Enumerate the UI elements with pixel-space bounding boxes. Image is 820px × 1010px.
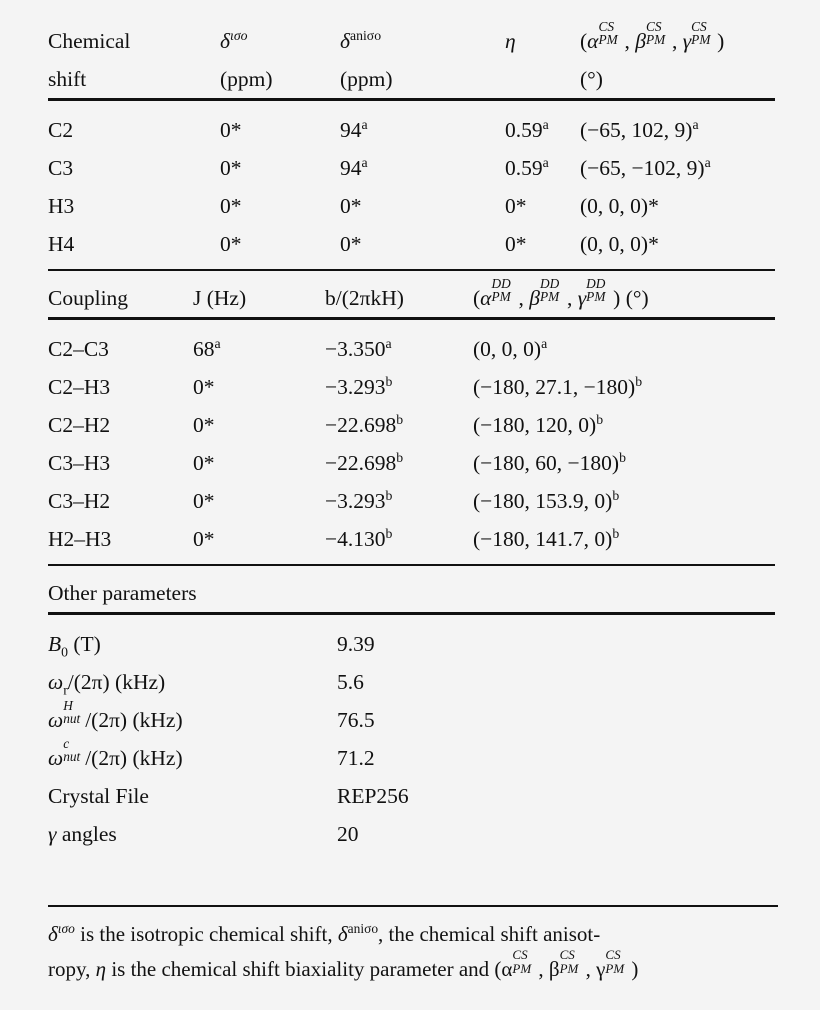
parameter-value-text: 9.39 xyxy=(337,632,375,656)
cell-eta-text: 0.59 xyxy=(505,118,543,142)
parameter-label xyxy=(48,777,337,815)
parameter-subscript: 0 xyxy=(61,644,69,660)
parameter-label-suffix: /(2π) (kHz) xyxy=(67,670,166,694)
cell-dipolar-b-marker: b xyxy=(385,373,393,389)
cell-euler-angles-text: (0, 0, 0)* xyxy=(580,194,659,218)
cell-iso-text: 0* xyxy=(220,118,242,142)
header-eta xyxy=(505,22,580,60)
cell-euler-angles-text: (0, 0, 0)* xyxy=(580,232,659,256)
footnote-delta-1: δ xyxy=(48,922,58,946)
cell-dipolar-b-text: −22.698 xyxy=(325,451,397,475)
coupling-body-table xyxy=(48,330,775,558)
cell-j-coupling xyxy=(193,406,325,444)
row-label-text: C2–H3 xyxy=(48,375,111,399)
other-parameters-header-row xyxy=(48,574,775,612)
row-label xyxy=(48,111,220,149)
parameter-value-text: 71.2 xyxy=(337,746,375,770)
rule-under-section-2 xyxy=(48,564,775,566)
header-j-hz: J (Hz) xyxy=(193,286,247,310)
footnote-beta-sup: CS xyxy=(559,947,575,963)
parameter-subscript: r xyxy=(63,682,68,698)
beta-pm-sub: PM xyxy=(645,32,666,48)
gamma-dd-sub: PM xyxy=(586,289,606,305)
footnote-text-3: ropy, xyxy=(48,957,96,981)
cell-euler-angles xyxy=(473,406,775,444)
row-label-text: C3–H2 xyxy=(48,489,111,513)
table-row xyxy=(48,149,775,187)
footnote-line-1 xyxy=(48,917,778,952)
parameter-value xyxy=(337,663,775,701)
cell-euler-angles-marker: b xyxy=(619,449,626,465)
cell-dipolar-b xyxy=(325,368,473,406)
rule-under-header-1 xyxy=(48,98,775,101)
cell-euler-angles-text: (−180, 60, −180) xyxy=(473,451,620,475)
parameter-label-suffix: (T) xyxy=(68,632,101,656)
row-label-text: H2–H3 xyxy=(48,527,112,551)
row-label xyxy=(48,368,193,406)
footnote-text-2: , the chemical shift anisot- xyxy=(378,922,601,946)
row-label xyxy=(48,444,193,482)
header-euler-angles-cs xyxy=(580,18,775,60)
cell-euler-angles-marker: a xyxy=(541,335,548,351)
row-label-text: H3 xyxy=(48,194,75,218)
parameter-superscript: c xyxy=(63,735,70,751)
cell-euler-angles-text: (−65, −102, 9) xyxy=(580,156,705,180)
footnote-text-7: ) xyxy=(631,957,639,981)
cell-dipolar-b-text: −3.350 xyxy=(325,337,386,361)
footnote-text-6: , γ xyxy=(585,957,606,981)
row-label-text: C3 xyxy=(48,156,74,180)
parameter-symbol: Crystal File xyxy=(48,784,149,808)
cell-euler-angles-text: (−180, 153.9, 0) xyxy=(473,489,613,513)
parameter-symbol: ω xyxy=(48,670,64,694)
cell-j-coupling xyxy=(193,368,325,406)
cell-aniso-marker: a xyxy=(361,116,368,132)
footnote-eta: η xyxy=(95,957,107,981)
parameter-label xyxy=(48,735,337,777)
cell-j-coupling-marker: a xyxy=(214,335,221,351)
table-row xyxy=(48,701,775,739)
cell-euler-angles-marker: b xyxy=(612,525,620,541)
cell-euler-angles-text: (−180, 27.1, −180) xyxy=(473,375,636,399)
cell-eta-marker: a xyxy=(542,116,549,132)
cell-eta xyxy=(505,225,580,263)
cell-euler-angles xyxy=(580,225,775,263)
cell-euler-angles-marker: b xyxy=(612,487,620,503)
cell-euler-angles-text: (−180, 141.7, 0) xyxy=(473,527,613,551)
cell-euler-angles xyxy=(473,444,775,482)
row-label xyxy=(48,482,193,520)
row-label xyxy=(48,225,220,263)
parameter-value-text: REP256 xyxy=(337,784,409,808)
table-row xyxy=(48,368,775,406)
table-row xyxy=(48,111,775,149)
cell-j-coupling xyxy=(193,444,325,482)
cell-euler-angles-marker: a xyxy=(692,116,699,132)
footnote-text-4: is the chemical shift biaxiality parameter and (α xyxy=(106,957,513,981)
footnote-gamma-sup: CS xyxy=(605,947,621,963)
coupling-header-table xyxy=(48,275,775,317)
header-delta-iso xyxy=(220,22,340,60)
parameter-value-text: 20 xyxy=(337,822,359,846)
header-iso-unit: (ppm) xyxy=(220,67,273,91)
parameter-label xyxy=(48,697,337,739)
footnote xyxy=(48,905,778,987)
cell-euler-angles-marker: b xyxy=(596,411,604,427)
cell-aniso xyxy=(340,111,505,149)
cell-iso xyxy=(220,225,340,263)
header-other-parameters: Other parameters xyxy=(48,581,197,605)
table-row xyxy=(48,225,775,263)
parameter-value-text: 76.5 xyxy=(337,708,375,732)
beta-dd-sub: PM xyxy=(539,289,560,305)
row-label-text: C2–C3 xyxy=(48,337,109,361)
header-delta-aniso xyxy=(340,22,505,60)
cell-euler-angles xyxy=(580,187,775,225)
footnote-alpha-sup: CS xyxy=(512,947,528,963)
parameter-symbol: ω xyxy=(48,746,64,770)
footnote-text-1: is the isotropic chemical shift, xyxy=(74,922,338,946)
cell-euler-angles-text: (−65, 102, 9) xyxy=(580,118,693,142)
other-parameters-header-table xyxy=(48,574,775,612)
cell-aniso-text: 94 xyxy=(340,156,362,180)
cell-j-coupling xyxy=(193,520,325,558)
table-row xyxy=(48,520,775,558)
parameter-superscript: H xyxy=(63,697,73,713)
cell-eta xyxy=(505,149,580,187)
footnote-delta-2-sup: aniσο xyxy=(347,921,379,936)
cell-j-coupling xyxy=(193,330,325,368)
cell-dipolar-b-marker: a xyxy=(385,335,392,351)
cell-dipolar-b xyxy=(325,520,473,558)
cell-dipolar-b-text: −3.293 xyxy=(325,489,386,513)
cell-iso-text: 0* xyxy=(220,232,242,256)
parameter-subscript: nut xyxy=(63,749,81,765)
parameter-label xyxy=(48,625,337,663)
cell-aniso-text: 0* xyxy=(340,232,362,256)
header-aniso-unit: (ppm) xyxy=(340,67,393,91)
parameter-value-text: 5.6 xyxy=(337,670,364,694)
delta-symbol: δ xyxy=(220,29,230,53)
cell-j-coupling-text: 0* xyxy=(193,527,215,551)
parameter-label-suffix: angles xyxy=(56,822,117,846)
footnote-gamma-sub: PM xyxy=(605,960,625,976)
cell-aniso-text: 94 xyxy=(340,118,362,142)
row-label xyxy=(48,187,220,225)
cell-euler-angles xyxy=(473,482,775,520)
parameter-label xyxy=(48,663,337,701)
footnote-delta-2: δ xyxy=(337,922,348,946)
cell-euler-angles xyxy=(473,330,775,368)
cell-eta-text: 0* xyxy=(505,232,527,256)
cell-aniso-marker: a xyxy=(361,154,368,170)
cell-euler-angles-marker: a xyxy=(704,154,711,170)
parameter-value xyxy=(337,815,775,853)
cell-aniso xyxy=(340,225,505,263)
delta-iso-superscript: ισο xyxy=(230,27,248,43)
cell-dipolar-b-marker: b xyxy=(396,449,404,465)
cell-iso xyxy=(220,187,340,225)
parameter-symbol: ω xyxy=(48,708,64,732)
cell-dipolar-b xyxy=(325,330,473,368)
beta-cs-sup: CS xyxy=(645,18,662,34)
rule-under-section-1 xyxy=(48,269,775,271)
cell-j-coupling xyxy=(193,482,325,520)
header-b-2pikh: b/(2πkH) xyxy=(325,286,404,310)
cell-euler-angles xyxy=(473,368,775,406)
parameter-label xyxy=(48,815,337,853)
header-eta-unit-empty xyxy=(505,60,580,98)
table-header-row xyxy=(48,22,775,60)
footnote-line-2 xyxy=(48,947,778,987)
header-dd-unit: (°) xyxy=(625,286,649,310)
cell-euler-angles-text: (−180, 120, 0) xyxy=(473,413,597,437)
row-label-text: C3–H3 xyxy=(48,451,111,475)
table-row xyxy=(48,406,775,444)
cell-j-coupling-text: 68 xyxy=(193,337,215,361)
row-label xyxy=(48,406,193,444)
header-chemical-shift-line1: Chemical xyxy=(48,29,131,53)
rule-under-header-3 xyxy=(48,612,775,615)
table-row xyxy=(48,777,775,815)
header-chemical-shift-line2: shift xyxy=(48,67,87,91)
table-row xyxy=(48,815,775,853)
cell-dipolar-b xyxy=(325,482,473,520)
chemical-shift-header-table xyxy=(48,18,775,98)
footnote-delta-1-sup: ισο xyxy=(57,921,75,936)
rule-under-header-2 xyxy=(48,317,775,320)
parameter-value xyxy=(337,777,775,815)
cell-aniso xyxy=(340,149,505,187)
cell-euler-angles-text: (0, 0, 0) xyxy=(473,337,542,361)
cell-eta-text: 0* xyxy=(505,194,527,218)
cell-j-coupling-text: 0* xyxy=(193,451,215,475)
gamma-dd-sup: DD xyxy=(586,275,606,291)
cell-eta xyxy=(505,187,580,225)
cell-dipolar-b-text: −4.130 xyxy=(325,527,386,551)
delta-aniso-superscript: aniσο xyxy=(350,27,382,43)
row-label xyxy=(48,149,220,187)
alpha-pm-sub: PM xyxy=(598,32,618,48)
cell-eta-marker: a xyxy=(542,154,549,170)
header-euler-angles-dd xyxy=(473,275,775,317)
header-chemical-shift xyxy=(48,22,220,60)
beta-dd-sup: DD xyxy=(539,275,560,291)
row-label xyxy=(48,520,193,558)
parameter-value xyxy=(337,625,775,663)
header-coupling: Coupling xyxy=(48,286,129,310)
euler-angles-cs-expression: (α CS PM , β CS PM , γ CS PM ) xyxy=(580,18,725,53)
parameter-table xyxy=(48,18,775,853)
cell-dipolar-b xyxy=(325,406,473,444)
euler-angles-dd-expression: (α DD PM , β DD PM , γ DD PM ) (°) xyxy=(473,275,649,310)
cell-dipolar-b-marker: b xyxy=(396,411,404,427)
cell-j-coupling-text: 0* xyxy=(193,375,215,399)
rule-above-footnote xyxy=(48,905,778,907)
gamma-cs-sup: CS xyxy=(691,18,707,34)
cell-iso-text: 0* xyxy=(220,194,242,218)
cell-dipolar-b-text: −3.293 xyxy=(325,375,386,399)
cell-aniso-text: 0* xyxy=(340,194,362,218)
cell-dipolar-b-marker: b xyxy=(385,487,393,503)
cell-iso xyxy=(220,149,340,187)
cell-aniso xyxy=(340,187,505,225)
row-label xyxy=(48,330,193,368)
cell-iso xyxy=(220,111,340,149)
table-row xyxy=(48,444,775,482)
cell-j-coupling-text: 0* xyxy=(193,489,215,513)
cell-dipolar-b-marker: b xyxy=(385,525,393,541)
alpha-dd-sup: DD xyxy=(491,275,511,291)
cell-euler-angles xyxy=(473,520,775,558)
table-row xyxy=(48,187,775,225)
cell-euler-angles xyxy=(580,111,775,149)
gamma-pm-sub: PM xyxy=(691,32,711,48)
eta-symbol: η xyxy=(505,29,516,53)
coupling-header-row xyxy=(48,279,775,317)
table-row xyxy=(48,330,775,368)
parameter-value xyxy=(337,739,775,777)
row-label-text: C2 xyxy=(48,118,74,142)
header-chemical-shift-line2-cell xyxy=(48,60,220,98)
parameter-symbol: γ xyxy=(48,822,57,846)
table-row xyxy=(48,625,775,663)
parameter-value xyxy=(337,701,775,739)
parameter-label-suffix: /(2π) (kHz) xyxy=(85,746,183,770)
row-label-text: C2–H2 xyxy=(48,413,111,437)
cell-euler-angles-marker: b xyxy=(635,373,643,389)
row-label-text: H4 xyxy=(48,232,75,256)
header-angles-unit: (°) xyxy=(580,67,603,91)
cell-dipolar-b xyxy=(325,444,473,482)
cell-euler-angles xyxy=(580,149,775,187)
footnote-text-5: , β xyxy=(538,957,560,981)
table-row xyxy=(48,739,775,777)
parameter-symbol: B xyxy=(48,632,62,656)
cell-eta-text: 0.59 xyxy=(505,156,543,180)
alpha-dd-sub: PM xyxy=(491,289,511,305)
cell-j-coupling-text: 0* xyxy=(193,413,215,437)
other-parameters-body-table xyxy=(48,625,775,853)
chemical-shift-body-table xyxy=(48,111,775,263)
delta-symbol-aniso: δ xyxy=(340,29,350,53)
cell-dipolar-b-text: −22.698 xyxy=(325,413,397,437)
table-row xyxy=(48,482,775,520)
parameter-label-suffix: /(2π) (kHz) xyxy=(85,708,183,732)
alpha-cs-sup: CS xyxy=(598,18,615,34)
table-header-row-2 xyxy=(48,60,775,98)
cell-iso-text: 0* xyxy=(220,156,242,180)
parameter-subscript: nut xyxy=(63,711,81,727)
footnote-beta-sub: PM xyxy=(559,960,579,976)
table-row xyxy=(48,663,775,701)
footnote-alpha-sub: PM xyxy=(512,960,532,976)
cell-eta xyxy=(505,111,580,149)
